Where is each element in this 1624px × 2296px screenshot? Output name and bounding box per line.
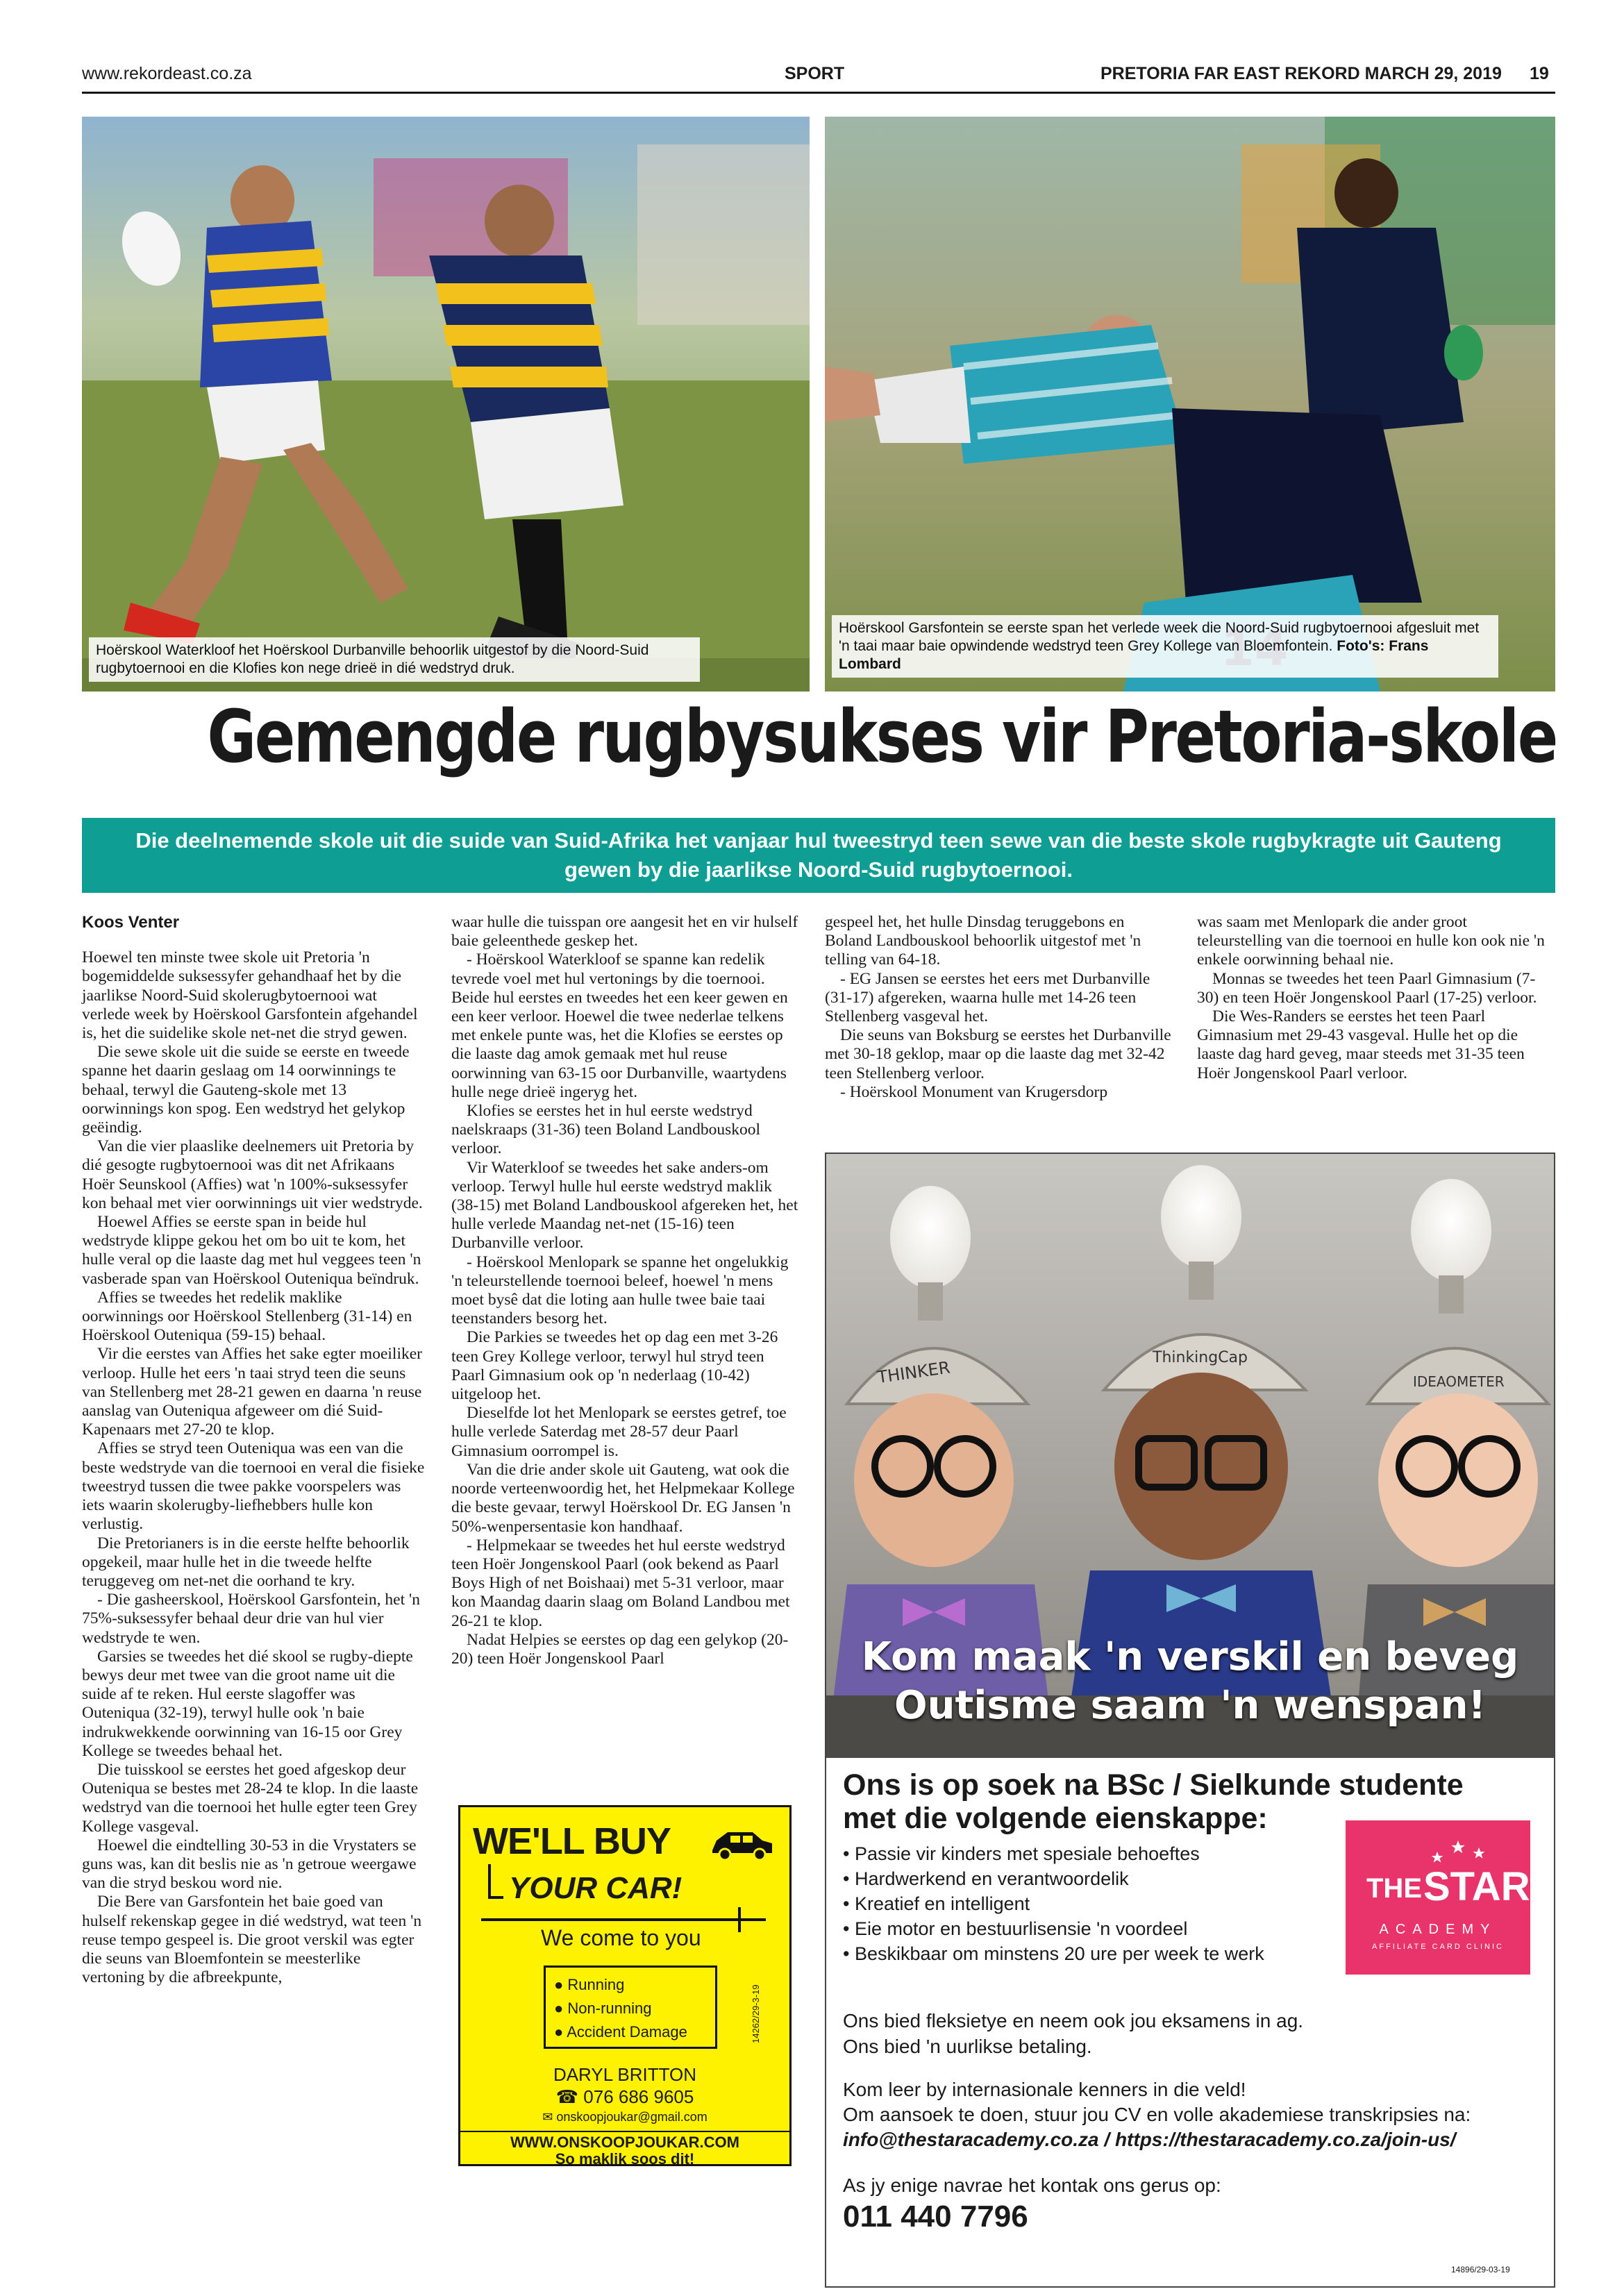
bullet-icon: ● xyxy=(554,2023,567,2041)
paragraph: Die Parkies se tweedes het op dag een met 3-26 teen Grey Kollege verloor, terwyl hul stryd teen Paarl Gimnasium ook op 'n nederlaag (10-42) uitgeloop het. xyxy=(451,1328,778,1404)
paragraph: Die tuisskool se eerstes het goed afgeskop deur Outeniqua se bestes met 28-24 te klop. In die laaste wedstryd van die toernooi het hulle egter teen Grey Kollege vasgeval. xyxy=(82,1760,419,1836)
paragraph: - EG Jansen se eerstes het eers met Durbanville (31-17) afgereken, waarna hulle met 14-26 teen Stellenberg vasgeval het. xyxy=(825,969,1150,1026)
ad-heading-line1: Ons is op soek na BSc / Sielkunde studente xyxy=(843,1768,1464,1802)
star-academy-ad xyxy=(825,1153,1555,2288)
car-ad-ref: 14262/29-3-19 xyxy=(751,1984,761,2043)
ad-offer-line2: Ons bied 'n uurlikse betaling. xyxy=(843,2036,1092,2057)
car-ad-phone[interactable]: ☎ 076 686 9605 xyxy=(555,2086,694,2107)
car-ad-divider xyxy=(481,1918,766,1921)
ad-slogan-line2: Outisme saam 'n wenspan! xyxy=(894,1683,1487,1728)
paragraph: - Hoërskool Monument van Krugersdorp xyxy=(840,1082,1108,1101)
logo-the: THE xyxy=(1366,1873,1422,1904)
mail-icon: ✉ xyxy=(542,2110,557,2124)
paragraph: Van die vier plaaslike deelnemers uit Pretoria by dié gesogte rugbytoernooi was dit net Afrikaans Hoër Seunskool (Affies) wat 'n 100%-suksessyfer kon behaal met vier oorwinnings uit vier wedstryde. xyxy=(82,1137,423,1212)
car-ad-option: ● Running xyxy=(554,1976,625,1993)
car-ad-email[interactable]: ✉ onskoopjoukar@gmail.com xyxy=(542,2110,708,2124)
car-ad-line2: YOUR CAR! xyxy=(509,1871,683,1905)
paragraph: Van die drie ander skole uit Gauteng, wat ook die noorde verteenwoordig het, het Helpmekaar Kollege die beste gevaar, terwyl Hoërskool Dr. EG Jansen 'n 50%-wenpersentasie kon handhaaf. xyxy=(451,1460,795,1536)
article-column-4 xyxy=(1197,913,1555,1083)
paragraph: gespeel het, het hulle Dinsdag teruggebons en Boland Landbouskool behoorlik uitgestof met 'n telling van 64-18. xyxy=(825,913,1141,969)
photo-waterkloof-image xyxy=(82,117,810,692)
ad-ref: 14896/29-03-19 xyxy=(1451,2265,1510,2274)
standfirst: Die deelnemende skole uit die suide van Suid-Afrika het vanjaar hul tweestryd teen sewe van die beste skole rugbykragte uit Gauteng gewen by die jaarlikse Noord-Suid rugbytoernooi. xyxy=(82,818,1555,893)
photo-garsfontein xyxy=(825,117,1555,692)
ad-requirements-list xyxy=(843,1841,1329,1966)
paragraph: Monnas se tweedes het teen Paarl Gimnasium (7-30) en teen Hoër Jongenskool Paarl (17-25) verloor. xyxy=(1197,969,1537,1007)
car-ad-option: ● Accident Damage xyxy=(554,2023,687,2041)
paragraph: Hoewel Affies se eerste span in beide hul wedstryde klippe gekou het om bo uit te kom, het hulle veral op die laaste dag met hul veggees teen 'n vasberade span van Hoërskool Outeniqua beïndruk. xyxy=(82,1213,421,1288)
bullet-icon: ● xyxy=(554,1976,568,1993)
ad-cta-links[interactable]: info@thestaracademy.co.za / https://thestaracademy.co.za/join-us/ xyxy=(843,2129,1456,2150)
paragraph: Die seuns van Boksburg se eerstes het Durbanville met 30-18 geklop, maar op die laaste dag met 32-42 teen Stellenberg verloor. xyxy=(825,1026,1171,1082)
photo-garsfontein-image xyxy=(825,117,1555,692)
paragraph: Vir die eerstes van Affies het sake egter moeiliker verloop. Hulle het eers 'n taai stryd teen die seuns van Stellenberg met 28-21 gewen en daarna 'n reuse aanslag van Outeniqua afgeweer om dié Suid-Kapenaars met 27-20 te klop. xyxy=(82,1345,422,1439)
ad-cta-line1: Kom leer by internasionale kenners in die veld! xyxy=(843,2079,1246,2100)
car-ad-option: ● Non-running xyxy=(554,2000,652,2017)
car-ad-line3: We come to you xyxy=(535,1925,707,1951)
photo-caption-right-text: Hoërskool Garsfontein se eerste span het verlede week die Noord-Suid rugbytoernooi afgesluit met 'n taai maar baie opwindende wedstryd teen Grey Kollege van Bloemfontein. xyxy=(839,620,1480,654)
list-item: • Beskikbaar om minstens 20 ure per week te werk xyxy=(843,1943,1264,1964)
ad-offer-line1: Ons bied fleksietye en neem ook jou eksamens in ag. xyxy=(843,2010,1304,2031)
website-url[interactable]: www.rekordeast.co.za xyxy=(82,64,252,83)
paragraph: Garsies se tweedes het dié skool se rugby-diepte bewys deur met twee van die groot name uit die suide af te reken. Hul eerste slagoffer was Outeniqua (32-19), terwyl hulle ook 'n baie indrukwekkende oorwinning van 16-15 oor Grey Kollege se tweedes behaal het. xyxy=(82,1647,413,1760)
ad-heading-line2: met die volgende eienskappe: xyxy=(843,1802,1268,1835)
paragraph: - Hoërskool Waterkloof se spanne kan redelik tevrede voel met hul vertonings by die toernooi. Beide hul eerstes en tweedes het een keer gewen en een keer verloor. Hoewel die twee nederlae telkens met enkele punte was, het die Klofies se eerstes op die laaste dag amok gemaak met hul reuse oorwinning van 63-15 oor Durbanville, waartydens hulle nege drieë ingeryg het. xyxy=(451,950,788,1101)
publication-date: PRETORIA FAR EAST REKORD MARCH 29, 2019 xyxy=(1100,64,1502,83)
article-column-1 xyxy=(82,913,426,1987)
hat-label: ThinkingCap xyxy=(1153,1349,1248,1366)
car-buying-ad xyxy=(458,1805,792,2166)
ad-phone[interactable]: 011 440 7796 xyxy=(843,2199,1028,2234)
list-item: • Hardwerkend en verantwoordelik xyxy=(843,1868,1129,1889)
paragraph: Die Bere van Garsfontein het baie goed van hulself rekenskap gegee in dié wedstryd, wat teen 'n reuse tempo gespeel is. Die groot verskil was egter die seuns van Bloemfontein se meesterlike vertoning by die afbreekpunte, xyxy=(82,1893,422,1987)
paragraph: Affies se tweedes het redelik maklike oorwinnings oor Hoërskool Stellenberg (31-14) en Hoërskool Outeniqua (59-15) behaal. xyxy=(82,1288,412,1345)
ad-slogan xyxy=(826,1633,1554,1730)
photo-caption-right xyxy=(832,615,1498,678)
logo-star: STAR xyxy=(1423,1864,1530,1909)
ad-cta-line2: Om aansoek te doen, stuur jou CV en volle akademiese transkripsies na: xyxy=(843,2104,1471,2125)
ad-enquiry: As jy enige navrae het kontak ons gerus op: xyxy=(843,2175,1221,2196)
headline: Gemengde rugbysukses vir Pretoria-skole xyxy=(207,694,1557,779)
star-academy-logo xyxy=(1346,1820,1530,1975)
list-item: • Kreatief en intelligent xyxy=(843,1893,1030,1914)
paragraph: Vir Waterkloof se tweedes het sake anders-om verloop. Terwyl hulle hul eerste wedstryd maklik (38-15) met Boland Landbouskool afgereken het, het hulle verlede Maandag net-net (15-16) teen Durbanville verloor. xyxy=(451,1158,798,1252)
paragraph: Klofies se eerstes het in hul eerste wedstryd naelskraaps (31-36) teen Boland Landbouskool verloor. xyxy=(451,1102,761,1158)
car-ad-rule xyxy=(460,2131,789,2132)
page-number: 19 xyxy=(1530,64,1549,83)
paragraph: - Helpmekaar se tweedes het hul eerste wedstryd teen Hoër Jongenskool Paarl (ook bekend as Paarl Boys High of net Boishaai) met 5-31 verloor, maar kon Maandag daarin slaag om Boland Landbou met 26-21 te klop. xyxy=(451,1536,790,1630)
byline: Koos Venter xyxy=(82,913,180,932)
paragraph: - Hoërskool Menlopark se spanne het ongelukkig 'n teleurstellende toernooi beleef, hoewel 'n mens moet bysê dat die loting aan hulle twee baie taai teenstanders besorg het. xyxy=(451,1252,789,1328)
car-ad-bracket-foot xyxy=(488,1896,503,1899)
paragraph: - Die gasheerskool, Hoërskool Garsfontein, het 'n 75%-suksessyfer behaal deur drie van hul vier wedstryde te wen. xyxy=(82,1591,420,1647)
car-ad-line1: WE'LL BUY xyxy=(473,1820,671,1862)
paragraph: Affies se stryd teen Outeniqua was een van die beste wedstryde van die toernooi en veral die fisieke tweestryd tussen die twee pakke voorspelers was iets waarin skolerugby-liefhebbers hulle kon verlustig. xyxy=(82,1439,425,1534)
car-ad-options xyxy=(544,1966,717,2049)
paragraph: Nadat Helpies se eerstes op dag een gelykop (20-20) teen Hoër Jongenskool Paarl xyxy=(451,1630,789,1668)
logo-academy: ACADEMY xyxy=(1379,1922,1497,1937)
hat-label: IDEAOMETER xyxy=(1413,1373,1505,1390)
photo-caption-left: Hoërskool Waterkloof het Hoërskool Durbanville behoorlik uitgestof by die Noord-Suid rugbytoernooi en die Klofies kon nege drieë in dié wedstryd druk. xyxy=(89,637,700,682)
paragraph: Die sewe skole uit die suide se eerste en tweede spanne het daarin geslaag om 14 oorwinnings te behaal, terwyl die Gauteng-skole met 13 oorwinnings kon spog. Een wedstryd het gelykop geëindig. xyxy=(82,1043,410,1137)
header-rule xyxy=(82,92,1555,94)
section-label: SPORT xyxy=(785,64,845,83)
car-ad-website[interactable]: WWW.ONSKOOPJOUKAR.COM xyxy=(510,2134,739,2151)
bullet-icon: ● xyxy=(554,2000,568,2017)
photo-credit: Foto's: Frans Lombard xyxy=(839,638,1429,672)
paragraph: waar hulle die tuisspan ore aangesit het en vir hulself baie geleenthede geskep het. xyxy=(451,913,798,950)
paragraph: Hoewel ten minste twee skole uit Pretoria 'n bogemiddelde suksessyfer gehandhaaf het by die jaarlikse Noord-Suid skolerugbytoernooi wat verlede week by Hoërskool Garsfontein afgehandel is, het die suidelike skole net-net die stryd gewen. xyxy=(82,948,418,1043)
car-icon xyxy=(707,1827,776,1861)
paragraph: Die Pretorianers is in die eerste helfte behoorlik opgekeil, maar hulle het in die tweede helfte teruggeveg om net-net die oorhand te kry. xyxy=(82,1534,410,1590)
photo-waterkloof xyxy=(82,117,810,692)
paragraph: was saam met Menlopark die ander groot teleurstelling van die toernooi en hulle kon ook nie 'n enkele oorwinning behaal nie. xyxy=(1197,913,1545,969)
article-column-2 xyxy=(451,913,798,1668)
ad-cta xyxy=(843,2077,1544,2152)
paragraph: Hoewel die eindtelling 30-53 in die Vrystaters se guns was, kan dit beslis nie as 'n getroue weergawe van die stryd beskou word nie. xyxy=(82,1836,417,1893)
car-ad-contact-name: DARYL BRITTON xyxy=(553,2064,697,2085)
car-ad-tagline: So maklik soos dit! xyxy=(555,2150,695,2168)
list-item: • Passie vir kinders met spesiale behoeftes xyxy=(843,1843,1200,1864)
hat-label: THINKER xyxy=(876,1357,952,1387)
car-ad-bracket xyxy=(488,1864,491,1897)
paragraph: Dieselfde lot het Menlopark se eerstes getref, toe hulle verlede Saterdag met 28-57 deur Paarl Gimnasium oorrompel is. xyxy=(451,1404,787,1460)
paragraph: Die Wes-Randers se eerstes het teen Paarl Gimnasium met 29-43 vasgeval. Hulle het op die laaste dag hard geveg, maar steeds met 31-35 teen Hoër Jongenskool Paarl verloor. xyxy=(1197,1007,1525,1082)
ad-slogan-line1: Kom maak 'n verskil en beveg xyxy=(861,1634,1519,1679)
list-item: • Eie motor en bestuurlisensie 'n voordeel xyxy=(843,1918,1188,1939)
logo-tagline: AFFILIATE CARD CLINIC xyxy=(1372,1943,1504,1951)
article-column-3 xyxy=(825,913,1172,1102)
ad-offer xyxy=(843,2008,1537,2059)
phone-icon: ☎ xyxy=(555,2086,584,2107)
